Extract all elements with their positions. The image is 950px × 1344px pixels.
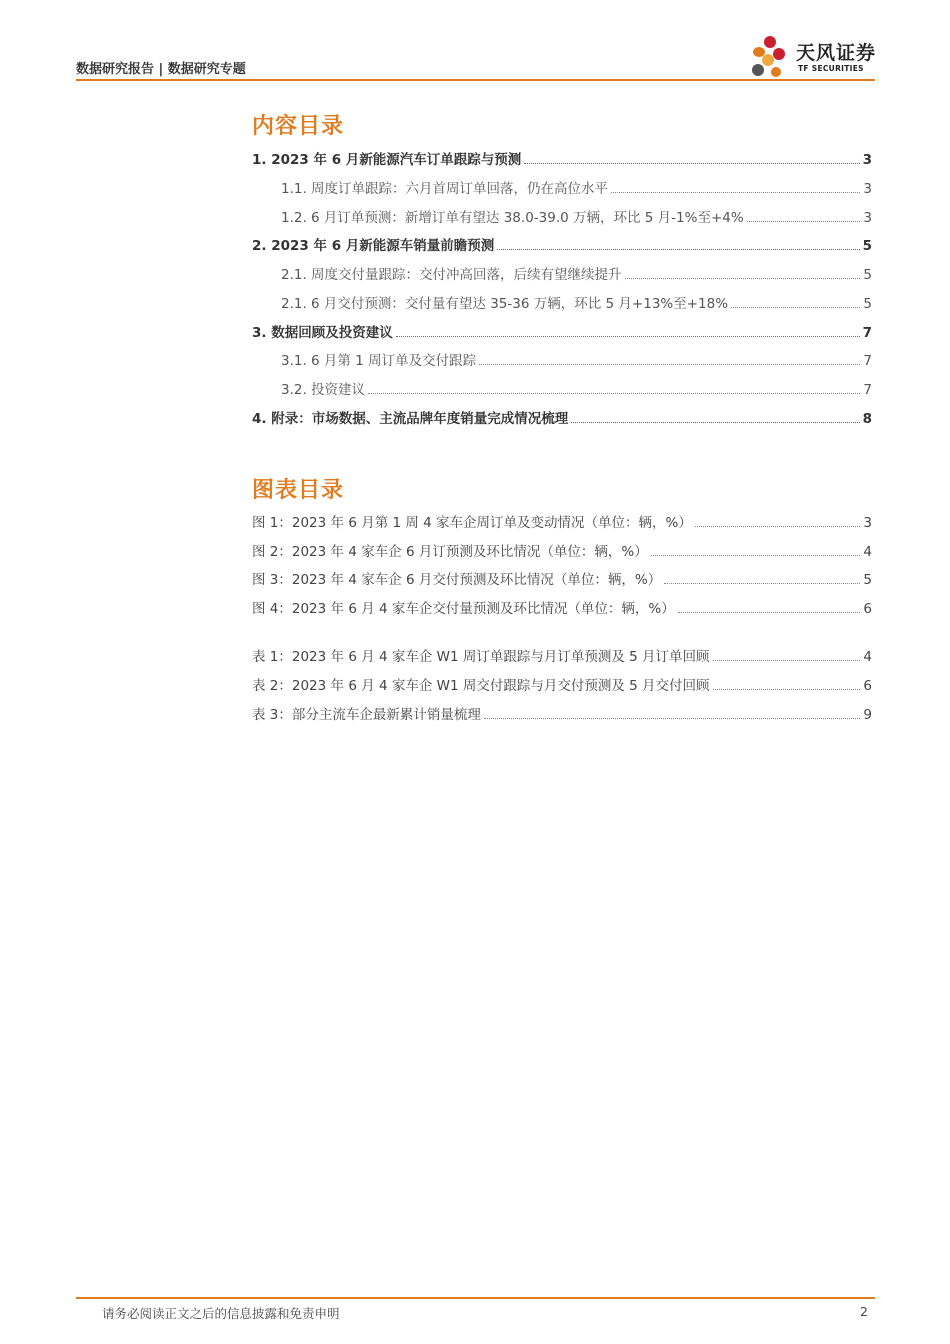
figure-entry-4[interactable]: 图 4：2023 年 6 月 4 家车企交付量预测及环比情况（单位：辆，%） 6 (252, 601, 872, 617)
toc-entry-1-1[interactable]: 1.1. 周度订单跟踪：六月首周订单回落，仍在高位水平 3 (281, 181, 872, 197)
header-divider (76, 79, 875, 81)
page-number: 2 (860, 1304, 868, 1319)
toc-entry-2[interactable]: 2. 2023 年 6 月新能源车销量前瞻预测 5 (252, 238, 872, 254)
toc-entry-3-2[interactable]: 3.2. 投资建议 7 (281, 382, 872, 398)
table-entry-3[interactable]: 表 3：部分主流车企最新累计销量梳理 9 (252, 707, 872, 723)
figure-entry-1[interactable]: 图 1：2023 年 6 月第 1 周 4 家车企周订单及变动情况（单位：辆，%） 3 (252, 515, 872, 531)
toc-entry-2-2[interactable]: 2.1. 6 月交付预测：交付量有望达 35-36 万辆，环比 5 月+13%至+18% 5 (281, 296, 872, 312)
header-breadcrumb: 数据研究报告 | 数据研究专题 (76, 62, 246, 77)
figure-entry-3[interactable]: 图 3：2023 年 4 家车企 6 月交付预测及环比情况（单位：辆，%） 5 (252, 572, 872, 588)
footer-disclaimer: 请务必阅读正文之后的信息披露和免责申明 (102, 1306, 340, 1321)
toc-entry-2-1[interactable]: 2.1. 周度交付量跟踪：交付冲高回落，后续有望继续提升 5 (281, 267, 872, 283)
company-logo (746, 32, 878, 82)
toc-entry-4[interactable]: 4. 附录：市场数据、主流品牌年度销量完成情况梳理 8 (252, 411, 872, 427)
table-entry-1[interactable]: 表 1：2023 年 6 月 4 家车企 W1 周订单跟踪与月订单预测及 5 月订单回顾 4 (252, 649, 872, 665)
toc-entry-1[interactable]: 1. 2023 年 6 月新能源汽车订单跟踪与预测 3 (252, 152, 872, 168)
table-entry-2[interactable]: 表 2：2023 年 6 月 4 家车企 W1 周交付跟踪与月交付预测及 5 月交付回顾 6 (252, 678, 872, 694)
flower-logo-icon (746, 32, 796, 82)
footer-divider (76, 1297, 875, 1299)
toc-entry-1-2[interactable]: 1.2. 6 月订单预测：新增订单有望达 38.0-39.0 万辆，环比 5 月-1%至+4% 3 (281, 210, 872, 226)
toc-entry-3-1[interactable]: 3.1. 6 月第 1 周订单及交付跟踪 7 (281, 353, 872, 369)
toc-entry-3[interactable]: 3. 数据回顾及投资建议 7 (252, 325, 872, 341)
figures-title: 图表目录 (252, 478, 345, 503)
logo-text-en: TF SECURITIES (798, 64, 864, 73)
logo-text-cn: 天风证券 (796, 42, 877, 64)
toc-title: 内容目录 (252, 114, 345, 139)
figure-entry-2[interactable]: 图 2：2023 年 4 家车企 6 月订预测及环比情况（单位：辆，%） 4 (252, 544, 872, 560)
